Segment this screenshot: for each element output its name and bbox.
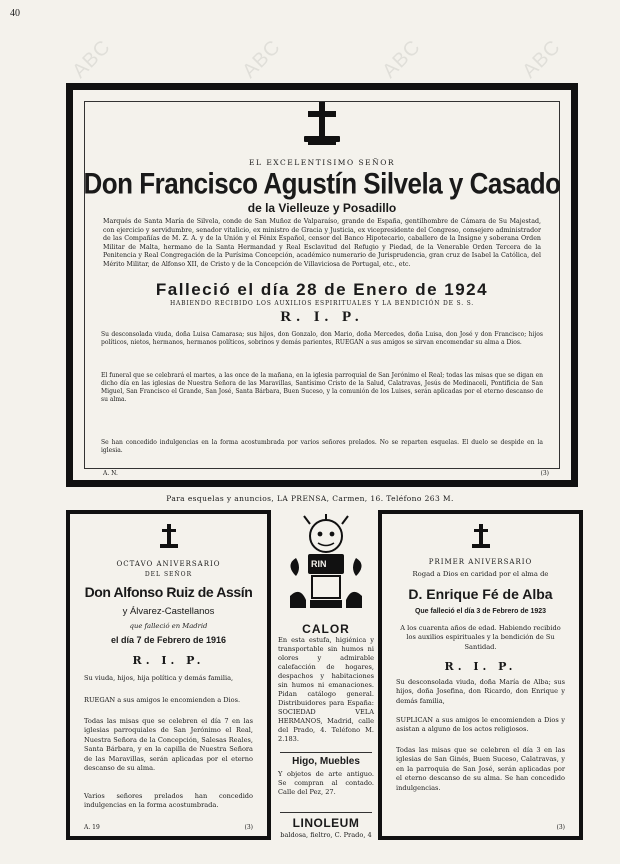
watermark: ABC [518,35,566,83]
main-death-notice [66,83,578,487]
right-anniversary-notice [378,510,583,840]
sacraments-text: A los cuarenta años de edad. Habiendo recibido los auxilios espirituales y la bendición de Su Santidad. [400,624,561,651]
no-invite-text: No se reparten esquelas. El duelo se despide en la iglesia. [101,439,543,455]
ad-heading: CALOR [302,622,350,636]
indulgences-text: Varios señores prelados han concedido indulgencias en la forma acostumbrada. [84,792,253,810]
watermark: ABC [238,35,286,83]
masses-text: Todas las misas que se celebren el día 7 en las iglesias parroquiales de San Jerónimo el Real, Nuestra Señora de la Concepción, Salesas Reales, Santa Bárbara, y en la capilla de Nuestra Señora de las Maravillas, serán aplicadas por el eterno descanso de su alma. [84,717,253,773]
ruegan-text: RUEGAN a sus amigos se sirvan encomendar su alma a Dios. [335,339,522,347]
ad-divider [280,752,372,753]
death-date: Falleció el día 28 de Enero de 1924 [155,280,489,299]
deceased-name-sub: de la Vielleuze y Posadillo [247,201,397,215]
ruegan-text: RUEGAN a sus amigos le encomienden a Dios. [84,696,241,704]
anniversary-heading: OCTAVO ANIVERSARIO [116,560,221,568]
watermark: ABC [68,35,116,83]
closing-paragraph [101,439,543,455]
deceased-titles: Marqués de Santa María de Silvela, conde de San Muñoz de Valparaíso, grande de España, gentilhombre de Cámara de Su Majestad, con ejercicio y servidumbre, senador vitalicio, ex ministro de Gracia y Justicia, ex vicepresidente del Congreso, consejero administrador de las Compañías de M. Z. A. y de la Unión y el Fénix Español, censor del Banco Hipotecario, caballero de la Insigne y soberana Orden Militar de Malta, hermano de la Santa Hermandad y Real Esclavitud del Refugio y Piedad, de la Venerable Orden Tercera de la Penitencia y Real Congregación de la Purísima Concepción, académico numerario de Jurisprudencia, gran cruz de Isabel la Católica, del Mérito Militar, de Alfonso XII, de Cristo y de la Concepción de Villaviciosa de Portugal, etc., etc. [103,218,541,268]
ad-body-3: baldosa, fieltro, C. Prado, 4 [280,831,372,839]
cross-icon [304,102,340,146]
left-anniversary-notice [66,510,271,840]
indulgences-text: Se han concedido indulgencias en la forma acostumbrada por varios señores prelados. [101,439,377,446]
ad-divider [280,812,372,813]
sacraments-line: HABIENDO RECIBIDO LOS AUXILIOS ESPIRITUALES Y LA BENDICIÓN DE S. S. [169,300,475,307]
prayer-line: Rogad a Dios en caridad por el alma de [412,570,549,578]
death-date: el día 7 de Febrero de 1916 [110,635,227,645]
watermark: ABC [378,35,426,83]
anniversary-heading: PRIMER ANIVERSARIO [428,558,533,566]
ad-heading-2: Higo, Muebles [292,756,360,767]
deceased-name-sub: y Álvarez-Castellanos [122,606,215,617]
family-text: Su desconsolada viuda, doña María de Alba; sus hijos, doña Josefina, don Ricardo, don Enrique y demás familia, [396,678,565,705]
family-paragraph [101,331,543,347]
deceased-name: Don Alfonso Ruiz de Assín [84,584,253,600]
family-text: Su desconsolada viuda, doña Luisa Camarasa; sus hijos, don Gonzalo, don Mario, doña Mercedes, doña Luisa, don José y don Francisco; hijos políticos, nietos, hermanos, hermanos políticos, sobrinos y demás parientes, [101,331,543,347]
insertion-number: (3) [540,470,549,477]
rip-label: R. I. P. [280,309,364,325]
ad-body: En esta estufa, higiénica y transportable sin humos ni olores y admirable calefacción de hogares, despachos y habitaciones sin humos ni emanaciones. Pidan catálogo general. Distribuidores para España: SOCIEDAD VELA HERMANOS, Madrid, calle del Prado, 4. Teléfono M. 2.183. [278,636,374,743]
death-date: Que falleció el día 3 de Febrero de 1923 [414,608,547,615]
cross-icon [472,524,490,550]
page-number: 40 [10,8,20,19]
family-text: Su viuda, hijos, hija política y demás familia, [84,674,234,682]
ad-heading-3: LINOLEUM [292,816,360,830]
ad-body-2: Y objetos de arte antiguo. Se compran al contado. Calle del Pez, 27. [278,770,374,796]
stove-advertisement [276,510,376,840]
cross-icon [160,524,178,550]
notice-intro: EL EXCELENTISIMO SEÑOR [248,158,395,167]
del-senor: DEL SEÑOR [144,571,193,578]
funeral-paragraph: El funeral que se celebrará el martes, a las once de la mañana, en la iglesia parroquial de San Jerónimo el Real; todas las misas que se digan en dicho día en las iglesias de Nuestra Señora de las Maravillas, Santísimo Cristo de la Salud, Calatravas, Jesús de Medinaceli, Pontificia de San Miguel, San Francisco el Grande, San José, Santa Bárbara, Buen Suceso, y la comunión de los Luises, serán aplicadas por el eterno descanso de su alma. [101,372,543,404]
rip-label: R. I. P. [444,660,517,673]
deceased-name: D. Enrique Fé de Alba [408,586,553,602]
agency-mark: A. N. [103,470,118,477]
brand-label: RIN [311,559,327,569]
ruegan-text: SUPLICAN a sus amigos le encomienden a Dios y asistan a alguno de los actos religiosos. [396,716,565,734]
masses-text: Todas las misas que se celebren el día 3 en las iglesias de San Ginés, Buen Suceso, Calatravas, y en la parroquia de San José, serán aplicadas por el eterno descanso de su alma. Se han concedido indulgencias. [396,746,565,792]
advertising-imprint: Para esquelas y anuncios, LA PRENSA, Carmen, 16. Teléfono 263 M. [166,494,454,503]
agency-mark: A. 19 [84,824,100,831]
insertion-number: (3) [244,824,253,831]
insertion-number: (3) [556,824,565,831]
deceased-name: Don Francisco Agustín Silvela y Casado [83,165,561,201]
rip-label: R. I. P. [132,654,205,667]
died-in: que falleció en Madrid [129,622,208,630]
